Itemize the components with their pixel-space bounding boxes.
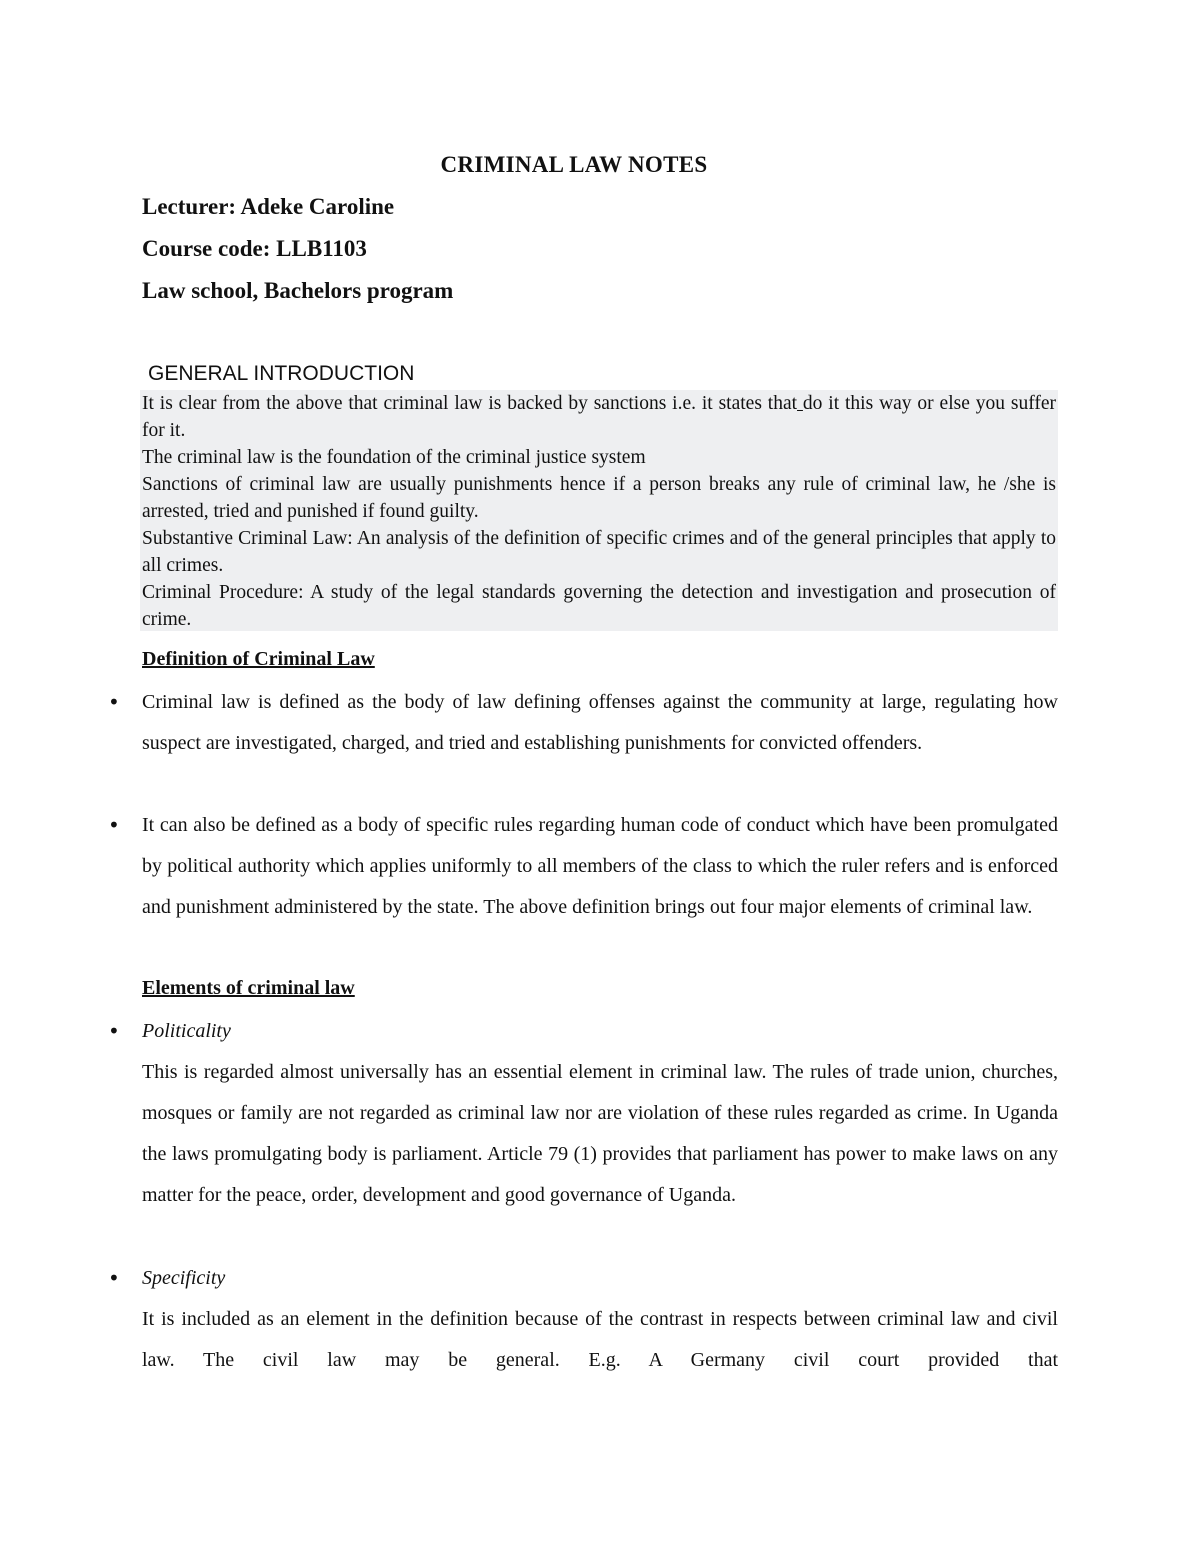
politicality-paragraph: This is regarded almost universally has an essential element in criminal law. The rules of trade union, churches, mosques or family are not regarded as criminal law nor are violation of these rules regarded as crime. In Uganda the laws promulgating body is parliament. Article 79 (1) provides that parliament has power to make laws on any matter for the peace, order, development and good governance of Uganda. [142,1061,1058,1206]
specificity-item [108,1258,1058,1299]
definition-bullet-item [108,682,1058,764]
definition-bullet-item [108,805,1058,928]
specificity-paragraph: It is included as an element in the definition because of the contrast in respects between criminal law and civil law. The civil law may be general. E.g. A Germany civil court provided that [142,1308,1058,1371]
general-introduction-heading: GENERAL INTRODUCTION [148,362,415,385]
intro-foundation-line: The criminal law is the foundation of the criminal justice system [142,447,646,468]
course-code-line: Course code: LLB1103 [142,236,367,261]
definition-heading: Definition of Criminal Law [142,648,375,670]
intro-procedure-line: Criminal Procedure: A study of the legal standards governing the detection and investigation and prosecution of crime. [142,582,1056,630]
bullet-icon: • [108,1019,120,1043]
intro-sanctions-text-a: It is clear from the above that criminal law is backed by sanctions i.e. it states that [142,393,798,414]
lecturer-line: Lecturer: Adeke Caroline [142,194,395,219]
bullet-icon: • [108,813,120,837]
definition-bullet-text: It can also be defined as a body of specific rules regarding human code of conduct which have been promulgated by political authority which applies uniformly to all members of the class to which the ruler refers and is enforced and punishment administered by the state. The above definition brings out four major elements of criminal law. [142,814,1058,918]
definition-bullet-text: Criminal law is defined as the body of law defining offenses against the community at large, regulating how suspect are investigated, charged, and tried and establishing punishments for convicted offenders. [142,691,1058,754]
document-title: CRIMINAL LAW NOTES [440,152,708,177]
intro-punishment-line: Sanctions of criminal law are usually punishments hence if a person breaks any rule of criminal law, he /she is arrested, tried and punished if found guilty. [142,474,1056,522]
school-program-line: Law school, Bachelors program [142,278,454,303]
general-introduction-block [140,390,1058,631]
politicality-item [108,1011,1058,1052]
bullet-icon: • [108,1266,120,1290]
intro-sanctions-text-b: do it this way or else you suffer for it. [142,393,1057,441]
bullet-icon: • [108,690,120,714]
specificity-label: Specificity [142,1267,226,1289]
intro-substantive-law-line: Substantive Criminal Law: An analysis of the definition of specific crimes and of the general principles that apply to all crimes. [142,528,1056,576]
elements-heading: Elements of criminal law [142,977,355,999]
politicality-label: Politicality [142,1020,231,1042]
intro-sanctions-line [142,390,1056,444]
